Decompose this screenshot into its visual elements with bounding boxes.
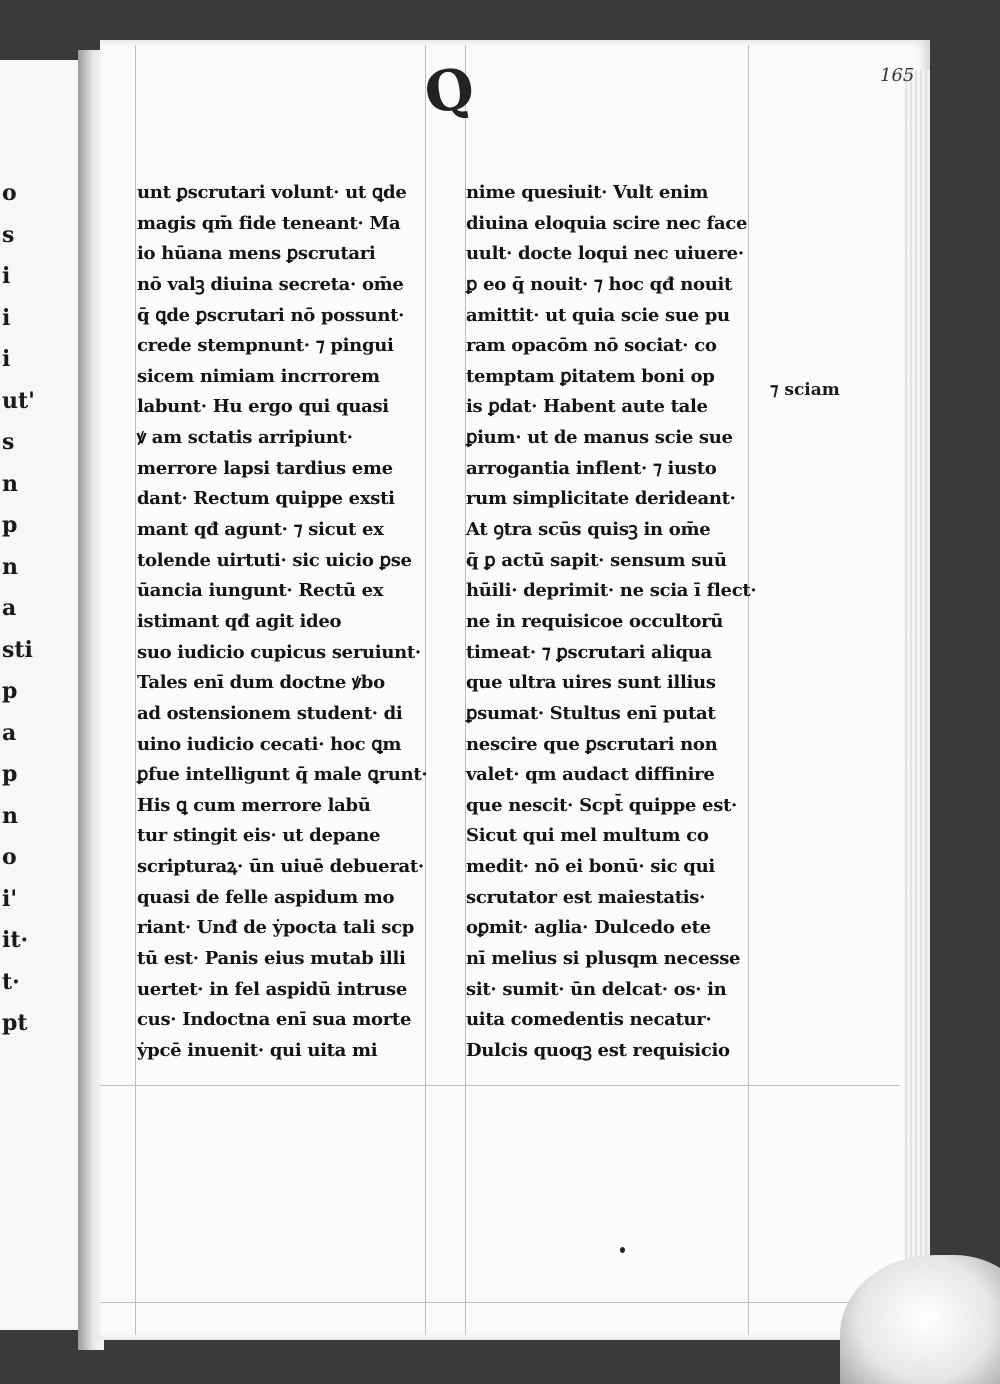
text-column-right <box>466 178 766 1067</box>
text-line: amittit· ut quia scie sue pu <box>466 304 730 326</box>
text-line: uult· docte loqui nec uiuere· <box>466 243 744 265</box>
text-line: quasi de felle aspidum mo <box>137 886 395 908</box>
text-line: oꝑmit· aglia· Dulcedo ete <box>466 917 711 939</box>
text-line: magis qm̄ fide teneant· Ma <box>137 212 401 234</box>
text-line: que nescit· Scpt̄ quippe est· <box>466 794 738 816</box>
text-line: scripturaꝝ· ūn uiuē debuerat· <box>137 856 424 878</box>
text-column-left <box>137 178 437 1067</box>
text-line: q̄ ꝑ actū sapit· sensum suū <box>466 549 727 571</box>
left-page-fragment: s <box>2 429 15 455</box>
left-page-fragment: sti <box>2 636 33 663</box>
text-line: At ꝯtra scūs quisꝫ in om̄e <box>466 519 711 541</box>
text-line: is ꝑdat· Habent aute tale <box>466 396 708 418</box>
left-page-fragment: a <box>2 719 17 746</box>
left-page-fragment: ut' <box>2 387 35 414</box>
text-line: diuina eloquia scire nec face <box>466 212 748 234</box>
left-page-fragment: s <box>2 221 15 248</box>
text-line: nescire que ꝑscrutari non <box>466 733 718 755</box>
text-line: que ultra uires sunt illius <box>466 672 716 694</box>
text-line: nī melius si plusqm necesse <box>466 948 741 970</box>
text-line: uertet· in fel aspidū intruse <box>137 978 407 1000</box>
left-page-fragment: n <box>2 553 18 580</box>
text-line: ꝟ am sctatis arripiunt· <box>137 427 353 449</box>
marginal-note: ⁊ sciam <box>770 380 840 400</box>
text-line: labunt· Hu ergo qui quasi <box>137 396 389 418</box>
left-page-fragment: t· <box>2 968 20 995</box>
left-page-fragment: p <box>2 761 18 787</box>
text-line: uita comedentis necatur· <box>466 1009 712 1031</box>
text-line: ꝑfue intelligunt q̄ male ꝗrunt· <box>137 764 428 786</box>
text-line: ꝑium· ut de manus scie sue <box>466 427 733 449</box>
text-line: Tales enī dum doctne ꝟbo <box>137 672 385 694</box>
text-line: Dulcis quoqꝫ est requisicio <box>466 1039 730 1061</box>
left-page-fragment: p <box>2 678 18 704</box>
ruling-line-horizontal <box>100 1302 900 1303</box>
text-line: ad ostensionem student· di <box>137 702 403 724</box>
left-page-fragment: i <box>2 304 11 331</box>
left-page-fragment: p <box>2 512 18 538</box>
text-line: riant· Unđ de ẏpocta tali scp <box>137 917 415 939</box>
text-line: merrore lapsi tardius eme <box>137 457 393 479</box>
text-line: medit· nō ei bonū· sic qui <box>466 856 715 878</box>
text-line: istimant qđ agit ideo <box>137 610 342 632</box>
text-line: mant qđ agunt· ⁊ sicut ex <box>137 519 384 541</box>
text-line: nō valꝫ diuina secreta· om̄e <box>137 273 404 295</box>
text-line: ram opacōm nō sociat· co <box>466 335 717 357</box>
text-line: tolende uirtuti· sic uicio ꝑse <box>137 549 412 571</box>
catchmark: Q <box>420 54 479 128</box>
left-page-fragment: i <box>2 263 11 289</box>
ruling-line-vertical <box>135 45 136 1335</box>
text-line: uino iudicio cecati· hoc ꝗm <box>137 733 402 755</box>
text-line: crede stempnunt· ⁊ pingui <box>137 335 394 357</box>
left-page-fragment: it· <box>2 927 29 953</box>
text-line: temptam ꝑitatem boni op <box>466 365 715 387</box>
text-line: dant· Rectum quippe exsti <box>137 488 395 510</box>
left-page-fragment: n <box>2 470 18 497</box>
left-page-fragment: o <box>2 180 17 206</box>
left-page-fragment: pt <box>2 1010 28 1036</box>
left-page-fragment: i' <box>2 885 18 912</box>
left-page-fragment: a <box>2 595 17 621</box>
left-page-fragment: o <box>2 844 17 870</box>
text-line: Sicut qui mel multum co <box>466 825 709 847</box>
text-line: io hūana mens ꝑscrutari <box>137 243 376 265</box>
text-line: timeat· ⁊ ꝑscrutari aliqua <box>466 641 712 663</box>
text-line: ꝑsumat· Stultus enī putat <box>466 702 716 724</box>
text-line: nime quesiuit· Vult enim <box>466 182 709 203</box>
text-line: tū est· Panis eius mutab illi <box>137 948 406 970</box>
folio-number: 165 <box>880 65 915 86</box>
left-page-fragment: i <box>2 346 11 372</box>
text-line: ẏpcē inuenit· qui uita mi <box>137 1039 378 1061</box>
text-line: suo iudicio cupicus seruiunt· <box>137 641 421 663</box>
text-line: sit· sumit· ūn delcat· os· in <box>466 978 727 1000</box>
text-line: rum simplicitate derideant· <box>466 488 736 510</box>
text-line: cus· Indoctna enī sua morte <box>137 1009 412 1031</box>
ruling-line-horizontal <box>100 1085 900 1086</box>
text-line: ne in requisicoe occultorū <box>466 610 724 632</box>
page-edges <box>905 70 930 1360</box>
text-line: q̄ ꝗde ꝑscrutari nō possunt· <box>137 304 405 326</box>
left-facing-page <box>0 60 80 1330</box>
text-line: ūancia iungunt· Rectū ex <box>137 580 384 602</box>
ink-speck <box>620 1247 625 1253</box>
text-line: valet· qm audact diffinire <box>466 764 715 786</box>
text-line: scrutator est maiestatis· <box>466 886 706 908</box>
left-page-fragment: n <box>2 802 18 829</box>
text-line: hūili· deprimit· ne scia ī flect· <box>466 580 757 602</box>
text-line: arrogantia inflent· ⁊ iusto <box>466 457 717 479</box>
text-line: His ꝗ cum merrore labū <box>137 794 371 816</box>
text-line: tur stingit eis· ut depane <box>137 825 381 847</box>
text-line: unt ꝑscrutari volunt· ut ꝗde <box>137 182 407 203</box>
text-line: ꝑ eo q̄ nouit· ⁊ hoc qđ nouit <box>466 273 733 295</box>
text-line: sicem nimiam incrrorem <box>137 365 380 387</box>
